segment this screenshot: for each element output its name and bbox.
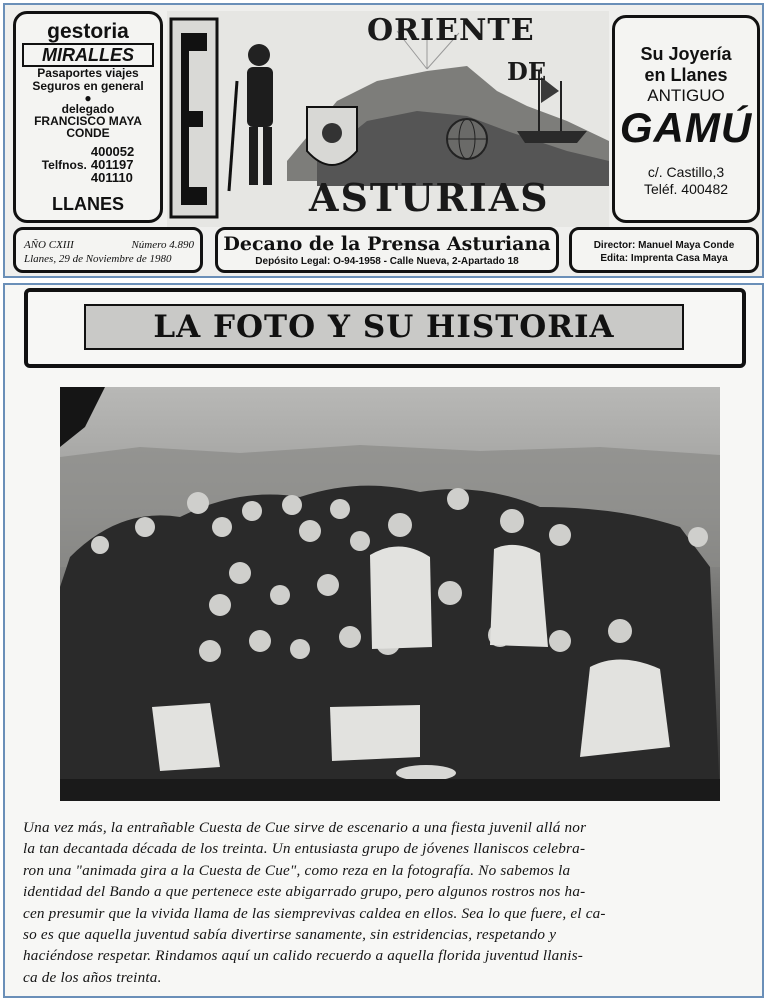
gestoria-miralles-ad [13, 11, 163, 223]
article-line: ca de los años treinta. [23, 968, 162, 986]
ad-service: Seguros en general [32, 79, 144, 93]
jeweler-line: ANTIGUO [647, 86, 725, 105]
article-line: haciéndose respetar. Rindamos aquí un calido recuerdo a aquella florida juventud llanis- [23, 947, 584, 965]
ad-phone-number: 401110 [90, 170, 133, 185]
ad-town: LLANES [52, 194, 124, 214]
director-credit: Director: Manuel Maya Conde [593, 240, 735, 251]
jeweler-line: Su Joyería [640, 44, 732, 64]
ad-phones [16, 145, 160, 184]
article-line: ron una "animada gira a la Cuesta de Cue", como reza en la fotografía. No sabemos la [23, 861, 571, 879]
ad-phone-number: 401197 [90, 157, 134, 172]
credits-box [569, 227, 759, 273]
jeweler-line: en Llanes [644, 65, 728, 85]
article-line: identidad del Bando a que pertenece este abigarrado grupo, pero algunos rostros nos ha- [23, 883, 586, 901]
legal-deposit: Depósito Legal: O-94-1958 - Calle Nueva, 2-Apartado 18 [255, 256, 519, 267]
article-panel [3, 283, 764, 998]
ad-phone-list [91, 145, 134, 184]
issue-info [13, 227, 203, 273]
ad-delegate-name: FRANCISCO MAYA [34, 114, 142, 128]
group-photograph [60, 387, 720, 801]
ad-brand-name: MIRALLES [22, 43, 154, 67]
group-photo-illustration [60, 387, 720, 801]
newspaper-title-illustration [167, 11, 609, 227]
bullet-icon: ● [84, 91, 92, 105]
section-title: LA FOTO Y SU HISTORIA [84, 304, 684, 350]
jeweler-brand: GAMÚ [619, 104, 753, 151]
ad-heading: gestoria [47, 20, 129, 43]
issue-year: AÑO CXIII [24, 239, 74, 251]
ad-delegate-label: delegado [61, 102, 115, 116]
article-line: Una vez más, la entrañable Cuesta de Cue sirve de escenario a una fiesta juvenil allá nor [23, 819, 587, 836]
ad-service: Pasaportes viajes [37, 66, 139, 80]
title-oriente: ORIENTE [367, 13, 535, 48]
issue-date: Llanes, 29 de Noviembre de 1980 [24, 253, 172, 265]
title-de: DE [507, 57, 547, 86]
ad-phone-number: 400052 [90, 144, 135, 159]
joyeria-gamu-ad [612, 15, 760, 223]
motto-box [215, 227, 559, 273]
issue-number: Número 4.890 [131, 239, 194, 251]
article-line: la tan decantada década de los treinta. Un entusiasta grupo de jóvenes llaniscos celebra- [23, 840, 586, 858]
article-line: cen presumir que la vivida llama de las siemprevivas caldea en ellos. Sea lo que fuere, el ca- [23, 904, 606, 922]
ad-phone-label: Telfnos. [41, 157, 87, 172]
article-body [23, 817, 759, 988]
publisher-credit: Edita: Imprenta Casa Maya [600, 253, 728, 264]
ad-delegate-name: CONDE [66, 126, 110, 140]
section-header-frame [24, 288, 746, 368]
title-asturias: ASTURIAS [309, 175, 550, 220]
jeweler-phone: Teléf. 400482 [643, 181, 729, 197]
article-line: so es que aquella juventud sabía divertirse sanamente, sin estridencias, respetando y [23, 926, 557, 944]
jeweler-address: c/. Castillo,3 [647, 164, 725, 180]
masthead [3, 3, 764, 278]
newspaper-motto: Decano de la Prensa Asturiana [223, 233, 551, 255]
